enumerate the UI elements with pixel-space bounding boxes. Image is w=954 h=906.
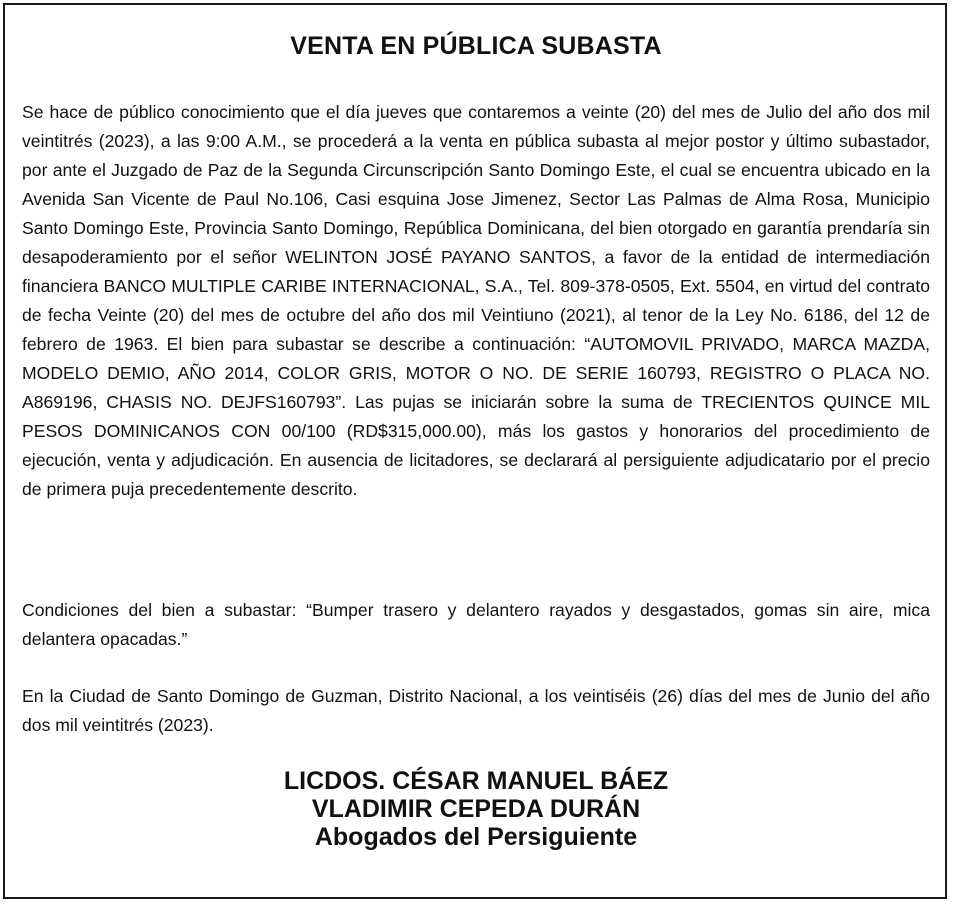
signature-line-role: Abogados del Persiguiente xyxy=(314,823,638,851)
conditions-paragraph: Condiciones del bien a subastar: “Bumper trasero y delantero rayados y desgastados, gomas sin aire, mica delantera opacadas.” xyxy=(22,600,930,649)
notice-border xyxy=(3,3,947,899)
notice-title: VENTA EN PÚBLICA SUBASTA xyxy=(290,32,662,60)
signature-line-lawyer-1: LICDOS. CÉSAR MANUEL BÁEZ xyxy=(283,767,669,795)
signature-block xyxy=(22,767,930,851)
signature-line-lawyer-2: VLADIMIR CEPEDA DURÁN xyxy=(311,795,641,823)
date-place-paragraph: En la Ciudad de Santo Domingo de Guzman, Distrito Nacional, a los veintiséis (26) días del mes de Junio del año dos mil veintitrés (2023). xyxy=(22,686,930,735)
auction-details-paragraph: Se hace de público conocimiento que el día jueves que contaremos a veinte (20) del mes de Julio del año dos mil veintitrés (2023), a las 9:00 A.M., se procederá a la venta en pública subasta al mejor postor y último subastador, por ante el Juzgado de Paz de la Segunda Circunscripción Santo Domingo Este, el cual se encuentra ubicado en la Avenida San Vicente de Paul No.106, Casi esquina Jose Jimenez, Sector Las Palmas de Alma Rosa, Municipio Santo Domingo Este, Provincia Santo Domingo, República Dominicana, del bien otorgado en garantía prendaría sin desapoderamiento por el señor WELINTON JOSÉ PAYANO SANTOS, a favor de la entidad de intermediación financiera BANCO MULTIPLE CARIBE INTERNACIONAL, S.A., Tel. 809-378-0505, Ext. 5504, en virtud del contrato de fecha Veinte (20) del mes de octubre del año dos mil Veintiuno (2021), al tenor de la Ley No. 6186, del 12 de febrero de 1963. El bien para subastar se describe a continuación: “AUTOMOVIL PRIVADO, MARCA MAZDA, MODELO DEMIO, AÑO 2014, COLOR GRIS, MOTOR O NO. DE SERIE 160793, REGISTRO O PLACA NO. A869196, CHASIS NO. DEJFS160793”. Las pujas se iniciarán sobre la suma de TRECIENTOS QUINCE MIL PESOS DOMINICANOS CON 00/100 (RD$315,000.00), más los gastos y honorarios del procedimiento de ejecución, venta y adjudicación. En ausencia de licitadores, se declarará al persiguiente adjudicatario por el precio de primera puja precedentemente descrito. xyxy=(22,102,930,499)
